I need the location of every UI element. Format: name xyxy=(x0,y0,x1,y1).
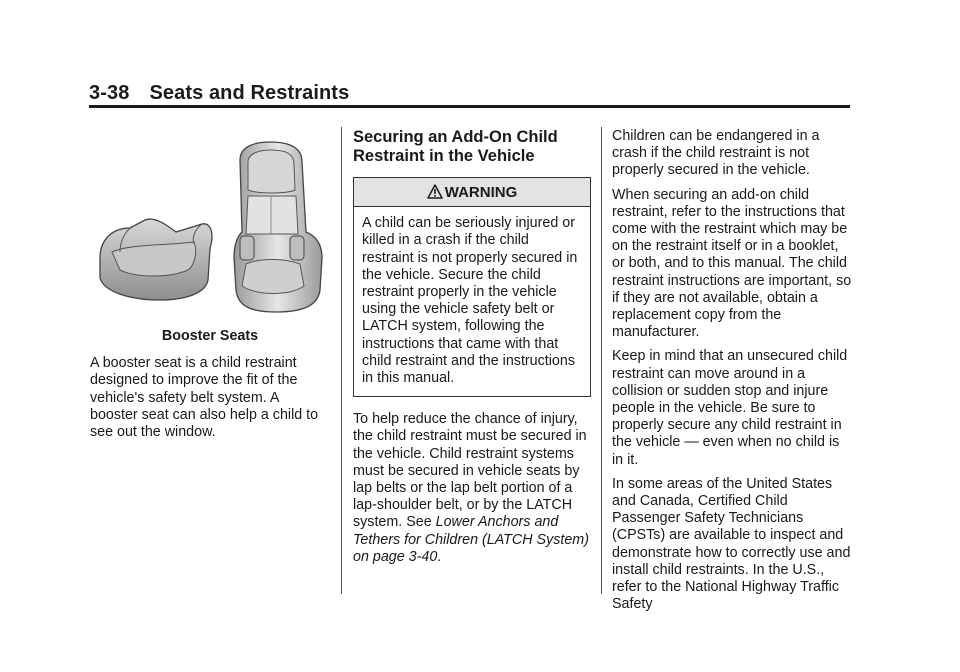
warning-title: WARNING xyxy=(444,184,518,201)
paragraph-instructions: When securing an add-on child restraint, refer to the instructions that come with the restraint which may be on the restraint itself or in a booklet, or both, and to this manual. The child restraint instructions are important, so if they are not available, obtain a replacement copy from the manufacturer. xyxy=(612,186,852,341)
paragraph-endangered: Children can be endangered in a crash if the child restraint is not properly secured in the vehicle. xyxy=(612,128,820,179)
paragraph-unsecured: Keep in mind that an unsecured child restraint can move around in a collision or sudden stop and injure people in the vehicle. Be sure to properly secure any child restraint in the vehicle — even when no child is in it. xyxy=(612,348,848,468)
column-2 xyxy=(353,128,593,573)
securing-paragraph xyxy=(353,411,593,566)
page-header xyxy=(89,82,349,105)
figure-caption: Booster Seats xyxy=(161,328,259,344)
booster-seats-illustration xyxy=(90,140,330,320)
section-title: Seats and Restraints xyxy=(149,82,350,104)
section-heading: Securing an Add-On Child Restraint in the Vehicle xyxy=(353,128,558,165)
paragraph-cpst: In some areas of the United States and Canada, Certified Child Passenger Safety Technicians (CPSTs) are available to inspect and demonstrate how to correctly use and install child restraints. In the U.S., refer to the National Highway Traffic Safety xyxy=(612,475,851,613)
latch-cross-reference: Lower Anchors and Tethers for Children (LATCH System) on page 3-40 xyxy=(353,514,589,565)
header-rule xyxy=(89,105,850,108)
warning-title-bar xyxy=(354,178,590,207)
column-3 xyxy=(612,128,852,620)
warning-triangle-icon xyxy=(427,184,443,199)
high-back-booster-icon xyxy=(234,142,322,312)
column-divider-2 xyxy=(601,127,602,594)
securing-paragraph-text: To help reduce the chance of injury, the child restraint must be secured in the vehicle. Child restraint systems must be secured in vehicle seats by lap belts or the lap belt portion of a lap-shoulder belt, or by the LATCH system. See xyxy=(353,411,587,531)
backless-booster-icon xyxy=(100,219,212,300)
warning-box xyxy=(353,177,591,397)
column-1 xyxy=(90,140,330,448)
booster-paragraph: A booster seat is a child restraint designed to improve the fit of the vehicle's safety belt system. A booster seat can also help a child to see out the window. xyxy=(90,355,319,441)
column-divider-1 xyxy=(341,127,342,594)
warning-text: A child can be seriously injured or killed in a crash if the child restraint is not properly secured in the vehicle. Secure the child restraint properly in the vehicle using the vehicle safety belt or LATCH system, following the instructions that came with that child restraint and the instructions in this manual. xyxy=(362,215,578,387)
paragraph-end: . xyxy=(437,548,442,565)
page-number: 3-38 xyxy=(89,82,130,104)
